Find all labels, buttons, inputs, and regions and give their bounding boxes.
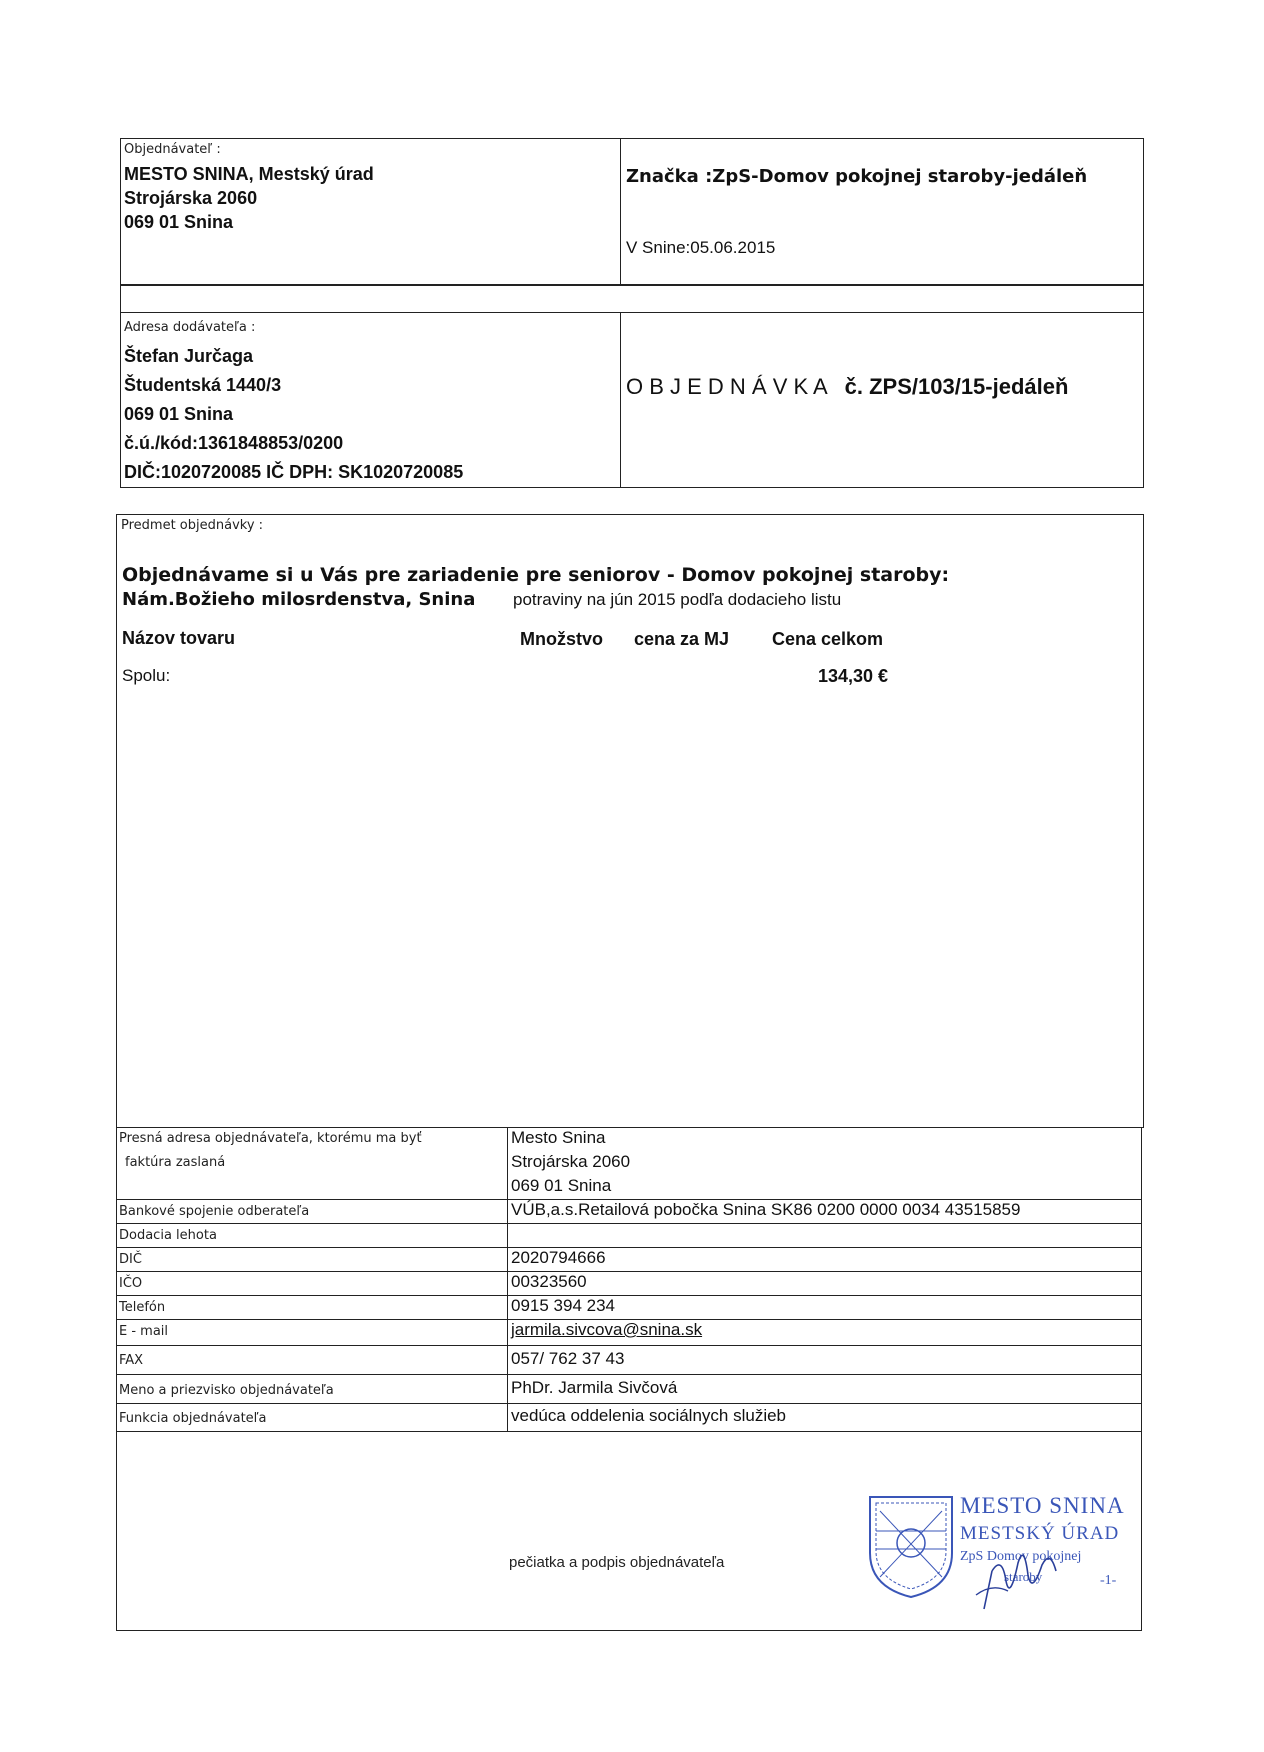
stamp-line3: ZpS Domov pokojnej [960,1549,1082,1564]
orderer-name: MESTO SNINA, Mestský úrad [124,164,374,184]
stamp-line1: MESTO SNINA [960,1493,1125,1518]
invoice-addr-3: 069 01 Snina [511,1176,612,1195]
fax-value: 057/ 762 37 43 [511,1349,625,1368]
supplier-tax-ids: DIČ:1020720085 IČ DPH: SK1020720085 [124,462,464,482]
details-row-ico [116,1271,1142,1295]
place-date: V Snine:05.06.2015 [626,238,776,257]
order-number: č. ZPS/103/15-jedáleň [844,374,1069,399]
signature-caption: pečiatka a podpis objednávateľa [509,1554,725,1571]
bank-value: VÚB,a.s.Retailová pobočka Snina SK86 0200 0000 0034 43515859 [511,1200,1021,1219]
fax-label: FAX [119,1353,144,1368]
ico-value: 00323560 [511,1272,587,1291]
order-title [626,374,1068,400]
ico-label: IČO [119,1276,143,1291]
stamp-page: -1- [1100,1573,1117,1588]
delivery-label: Dodacia lehota [119,1228,217,1243]
phone-label: Telefón [119,1300,166,1315]
dic-label: DIČ [119,1252,142,1267]
function-value: vedúca oddelenia sociálnych služieb [511,1406,787,1425]
function-label: Funkcia objednávateľa [119,1411,267,1426]
col-qty: Množstvo [520,629,603,649]
subject-line1: Objednávame si u Vás pre zariadenie pre seniorov - Domov pokojnej staroby: [122,564,950,586]
details-row-bank [116,1199,1142,1223]
stamp-line4: staroby [1004,1569,1043,1584]
coat-of-arms-icon [866,1491,956,1601]
orderer-label: Objednávateľ : [124,142,221,157]
dic-value: 2020794666 [511,1248,606,1267]
email-label: E - mail [119,1324,169,1339]
order-title-word: O B J E D N Á V K A [626,374,827,399]
details-row-email [116,1319,1142,1343]
name-value: PhDr. Jarmila Sivčová [511,1378,678,1397]
supplier-divider [620,312,621,488]
bank-label: Bankové spojenie odberateľa [119,1204,310,1219]
details-row-phone [116,1295,1142,1319]
col-total: Cena celkom [772,629,884,649]
invoice-addr-label-2: faktúra zaslaná [125,1155,226,1170]
total-label: Spolu: [122,666,171,685]
signature-scribble [972,1535,1082,1615]
orderer-city: 069 01 Snina [124,212,234,232]
orderer-street: Strojárska 2060 [124,188,258,208]
subject-line2-left: Nám.Božieho milosrdenstva, Snina [122,589,476,610]
details-row-dic [116,1247,1142,1271]
details-row-name [116,1374,1142,1403]
invoice-addr-1: Mesto Snina [511,1128,606,1147]
invoice-addr-label-1: Presná adresa objednávateľa, ktorému ma byť [119,1131,422,1146]
subject-line2-right: potraviny na jún 2015 podľa dodacieho listu [513,590,842,609]
subject-label: Predmet objednávky : [121,518,264,533]
col-item: Názov tovaru [122,628,236,648]
total-value: 134,30 € [818,666,889,686]
supplier-name: Štefan Jurčaga [124,346,254,366]
name-label: Meno a priezvisko objednávateľa [119,1383,334,1398]
details-row-delivery [116,1223,1142,1247]
details-row-fax [116,1345,1142,1373]
reference-mark: Značka :ZpS-Domov pokojnej staroby-jedáleň [626,166,1088,187]
phone-value: 0915 394 234 [511,1296,615,1315]
invoice-addr-2: Strojárska 2060 [511,1152,631,1171]
col-unit-price: cena za MJ [634,629,730,649]
supplier-top-divider [120,312,1144,313]
details-row-function [116,1403,1142,1432]
header-divider [620,138,621,285]
supplier-account: č.ú./kód:1361848853/0200 [124,433,344,453]
stamp-line2: MESTSKÝ ÚRAD [960,1523,1120,1544]
email-link[interactable]: jarmila.sivcova@snina.sk [511,1320,703,1339]
supplier-city: 069 01 Snina [124,404,234,424]
supplier-street: Študentská 1440/3 [124,375,282,395]
header-box [120,138,1144,285]
supplier-label: Adresa dodávateľa : [124,320,256,335]
official-stamp [862,1487,1142,1605]
